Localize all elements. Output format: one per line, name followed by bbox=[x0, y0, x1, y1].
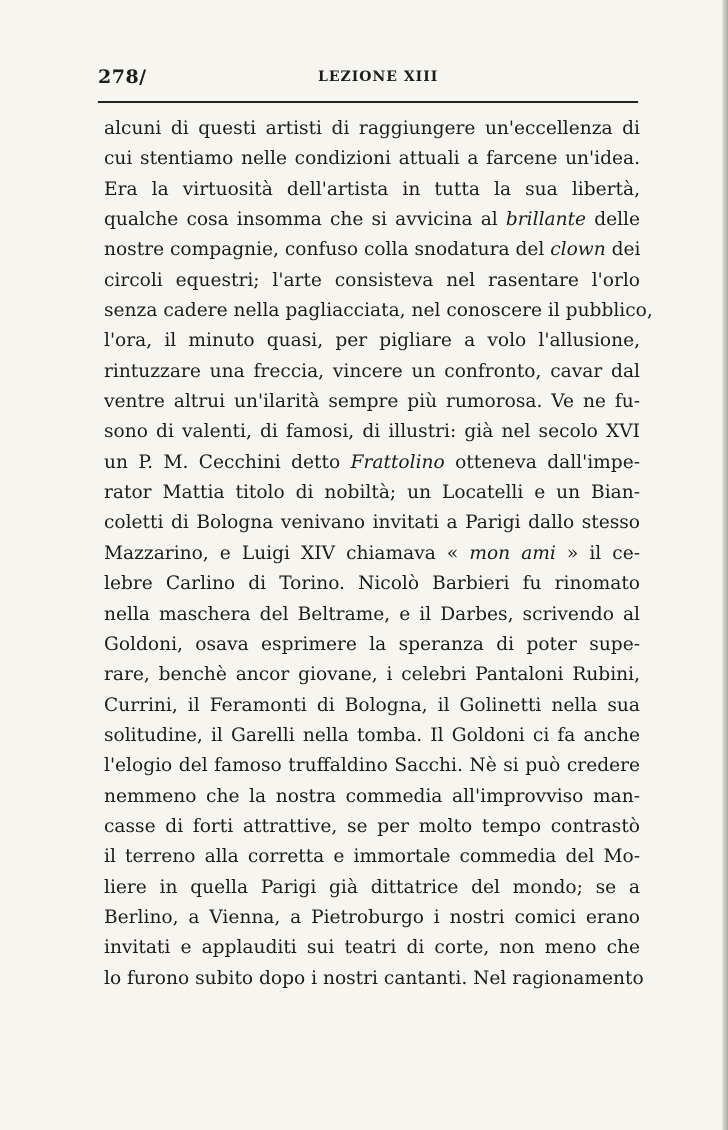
text-segment: otteneva dall'impe- bbox=[444, 451, 640, 473]
text-line: circoli equestri; l'arte consisteva nel rasentare l'orlo bbox=[104, 269, 640, 291]
page-number: 278/ bbox=[98, 66, 147, 88]
text-line bbox=[104, 235, 640, 265]
header-rule bbox=[98, 101, 638, 103]
text-segment: nostre compagnie, confuso colla snodatura del bbox=[104, 239, 551, 261]
text-line bbox=[104, 448, 640, 478]
text-line: nella maschera del Beltrame, e il Darbes, scrivendo al bbox=[104, 603, 640, 625]
page-edge-shadow bbox=[722, 0, 728, 1130]
text-line: solitudine, il Garelli nella tomba. Il Goldoni ci fa anche bbox=[104, 724, 640, 746]
text-line: invitati e applauditi sui teatri di corte, non meno che bbox=[104, 937, 640, 959]
text-line: rintuzzare una freccia, vincere un confronto, cavar dal bbox=[104, 360, 640, 382]
page-header bbox=[98, 66, 638, 92]
text-line: liere in quella Parigi già dittatrice del mondo; se a bbox=[104, 876, 640, 898]
text-segment: delle bbox=[586, 209, 641, 231]
text-line: Goldoni, osava esprimere la speranza di poter supe- bbox=[104, 633, 640, 655]
italic-term: mon ami bbox=[469, 542, 556, 564]
text-segment: un P. M. Cecchini detto bbox=[104, 451, 351, 473]
text-line: alcuni di questi artisti di raggiungere un'eccellenza di bbox=[104, 118, 640, 139]
running-head: LEZIONE XIII bbox=[318, 69, 439, 85]
text-line: casse di forti attrattive, se per molto tempo contrastò bbox=[104, 815, 640, 837]
text-line: rare, benchè ancor giovane, i celebri Pantaloni Rubini, bbox=[104, 664, 640, 686]
italic-term: Frattolino bbox=[350, 451, 445, 473]
text-line: rator Mattia titolo di nobiltà; un Locatelli e un Bian- bbox=[104, 482, 640, 504]
text-line: lebre Carlino di Torino. Nicolò Barbieri fu rinomato bbox=[104, 573, 640, 595]
text-line: senza cadere nella pagliacciata, nel conoscere il pubblico, bbox=[104, 300, 653, 322]
italic-term: brillante bbox=[505, 209, 587, 231]
text-line bbox=[104, 539, 640, 569]
text-line: ventre altrui un'ilarità sempre più rumorosa. Ve ne fu- bbox=[104, 391, 640, 413]
text-line: sono di valenti, di famosi, di illustri: già nel secolo XVI bbox=[104, 421, 640, 443]
text-segment: qualche cosa insomma che si avvicina al bbox=[104, 209, 506, 231]
body-text bbox=[104, 114, 653, 994]
text-line bbox=[104, 205, 640, 235]
text-line: il terreno alla corretta e immortale commedia del Mo- bbox=[104, 846, 640, 868]
italic-term: clown bbox=[550, 239, 606, 261]
text-line: lo furono subito dopo i nostri cantanti. Nel ragionamento bbox=[104, 967, 644, 989]
text-line: Era la virtuosità dell'artista in tutta la sua libertà, bbox=[104, 178, 640, 200]
text-segment: Mazzarino, e Luigi XIV chiamava « bbox=[104, 542, 470, 564]
text-line: coletti di Bologna venivano invitati a Parigi dallo stesso bbox=[104, 512, 640, 534]
text-line: l'elogio del famoso truffaldino Sacchi. Nè si può credere bbox=[104, 755, 640, 777]
text-segment: » il ce- bbox=[555, 542, 641, 564]
text-line: Berlino, a Vienna, a Pietroburgo i nostri comici erano bbox=[104, 906, 640, 928]
text-line: nemmeno che la nostra commedia all'improvviso man- bbox=[104, 785, 640, 807]
text-segment: dei bbox=[605, 239, 641, 261]
text-line: cui stentiamo nelle condizioni attuali a farcene un'idea. bbox=[104, 148, 640, 170]
text-line: Currini, il Feramonti di Bologna, il Golinetti nella sua bbox=[104, 694, 640, 716]
text-line: l'ora, il minuto quasi, per pigliare a volo l'allusione, bbox=[104, 330, 640, 352]
